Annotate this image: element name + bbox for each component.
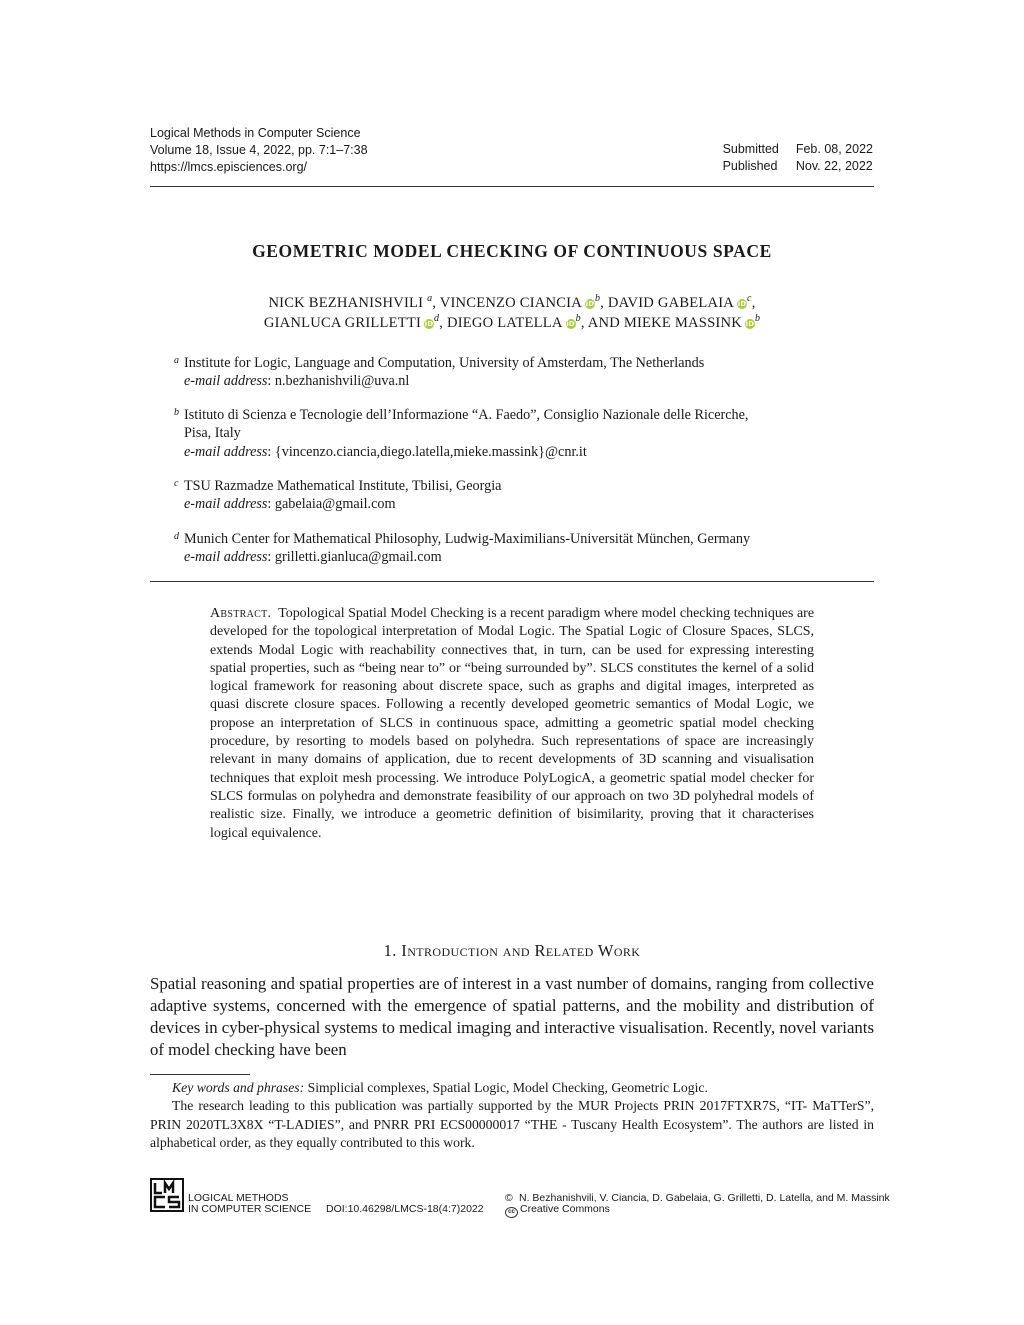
affiliation-line: Institute for Logic, Language and Computation, University of Amsterdam, The Netherlands (184, 355, 705, 371)
email-label: e-mail address (184, 549, 268, 566)
orcid-icon[interactable]: iD (566, 320, 575, 328)
doi[interactable]: DOI:10.46298/LMCS-18(4:7)2022 (326, 1203, 484, 1215)
journal-url[interactable]: https://lmcs.episciences.org/ (150, 160, 308, 174)
affiliation-line: Istituto di Scienza e Tecnologie dell’Informazione “A. Faedo”, Consiglio Nazionale delle Ricerche, (184, 407, 749, 423)
abstract-label: Abstract. (210, 606, 272, 621)
license-text[interactable]: Creative Commons (520, 1203, 610, 1215)
author-line-2 (150, 313, 874, 333)
copyright-block (505, 1193, 890, 1218)
author-name: DIEGO LATELLA (446, 315, 563, 331)
funding-note: The research leading to this publication was partially supported by the MUR Projects PRIN 2017FTXR7S, “IT- MaTTerS”, PRIN 2020TL3X8X “T-LADIES”, and PNRR PRI ECS00000017 “THE - Tuscany Health Ecosystem”. The authors are listed in alphabetical order, as they equally contributed to this work. (150, 1098, 874, 1150)
author-sep: , (600, 295, 608, 311)
logo-line-1: LOGICAL METHODS (188, 1192, 289, 1204)
section-heading: 1. Introduction and Related Work (383, 941, 641, 960)
author-affil-sup: b (594, 293, 601, 304)
affiliation-sup: d (174, 531, 179, 542)
affiliation-a (174, 354, 874, 391)
orcid-icon[interactable]: iD (424, 320, 434, 328)
affiliation-line: Munich Center for Mathematical Philosophy, Ludwig-Maximilians-Universität München, Germany (184, 531, 751, 547)
author-list (150, 293, 874, 333)
footnote-rule (150, 1074, 250, 1075)
author-sep: , (439, 315, 447, 331)
author-name: NICK BEZHANISHVILI (268, 295, 424, 311)
logo-line-2: IN COMPUTER SCIENCE (188, 1203, 312, 1215)
submitted-label: Submitted (722, 142, 779, 156)
author-name: GIANLUCA GRILLETTI (263, 315, 422, 331)
keywords-label: Key words and phrases: (172, 1080, 305, 1095)
email-address[interactable]: : grilletti.gianluca@gmail.com (267, 549, 442, 566)
author-affil-sup: a (427, 293, 433, 304)
affiliations-rule (150, 581, 874, 582)
journal-name: Logical Methods in Computer Science (150, 126, 361, 140)
affiliation-email (184, 443, 874, 461)
footnotes (150, 1079, 874, 1152)
affiliation-sup: c (174, 478, 179, 489)
author-affil-sup: b (575, 313, 581, 324)
affiliation-email (184, 548, 874, 566)
orcid-icon[interactable]: iD (745, 320, 755, 328)
keywords: Simplicial complexes, Spatial Logic, Model Checking, Geometric Logic. (304, 1080, 708, 1095)
published-label: Published (722, 159, 778, 173)
lmcs-logo-icon (150, 1178, 184, 1212)
intro-paragraph: Spatial reasoning and spatial properties are of interest in a vast number of domains, ranging from collective adaptive systems, concerned with the emergence of spatial patterns, and the mobility and distribution of devices in cyber-physical systems to medical imaging and interactive visualisation. Recently, novel variants of model checking have been (150, 974, 874, 1060)
journal-volume: Volume 18, Issue 4, 2022, pp. 7:1–7:38 (150, 143, 368, 157)
creative-commons-icon: cc (505, 1207, 518, 1218)
affiliation-b (174, 406, 874, 461)
copyright-holders: N. Bezhanishvili, V. Ciancia, D. Gabelaia, G. Grilletti, D. Latella, and M. Massink (519, 1192, 890, 1204)
published-date: Nov. 22, 2022 (795, 159, 873, 173)
author-affil-sup: d (434, 313, 440, 324)
affiliation-email (184, 495, 874, 513)
author-sep: , (432, 295, 440, 311)
license-line (505, 1204, 890, 1218)
email-label: e-mail address (184, 443, 268, 460)
section-body (150, 973, 874, 1061)
header-rule (150, 186, 874, 187)
author-sep: , AND (580, 315, 624, 331)
abstract-text: Topological Spatial Model Checking is a recent paradigm where model checking techniques are developed for the topological interpretation of Modal Logic. The Spatial Logic of Closure Spaces, SLCS, extends Modal Logic with reachability connectives that, in turn, can be used for expressing interesting spatial properties, such as “being near to” or “being surrounded by”. SLCS constitutes the kernel of a solid logical framework for reasoning about discrete space, such as graphs and digital images, interpreted as quasi discrete closure spaces. Following a recently developed geometric semantics of Modal Logic, we propose an interpretation of SLCS in continuous space, admitting a geometric spatial model checking procedure, by resorting to models based on polyhedra. Such representations of space are increasingly relevant in many domains of application, due to recent developments of 3D scanning and visualisation techniques that exploit mesh processing. We introduce PolyLogicA, a geometric spatial model checker for SLCS formulas on polyhedra and demonstrate feasibility of our approach on two 3D polyhedral models of realistic size. Finally, we introduce a geometric definition of bisimilarity, proving that it characterises logical equivalence. (210, 606, 814, 841)
submitted-date: Feb. 08, 2022 (795, 142, 873, 156)
orcid-icon[interactable]: iD (737, 300, 747, 308)
author-name: VINCENZO CIANCIA (439, 295, 582, 311)
author-sep: , (751, 295, 756, 311)
lmcs-name (188, 1193, 311, 1215)
email-address[interactable]: : gabelaia@gmail.com (267, 496, 396, 513)
author-affil-sup: b (754, 313, 761, 324)
affiliation-sup: b (174, 407, 179, 418)
affiliation-d (174, 530, 874, 567)
copyright-icon: © (505, 1192, 513, 1204)
journal-header (150, 125, 368, 176)
paper-title: GEOMETRIC MODEL CHECKING OF CONTINUOUS SPACE (252, 241, 772, 261)
affiliation-email (184, 372, 874, 390)
author-line-1 (150, 293, 874, 313)
orcid-icon[interactable]: iD (585, 300, 595, 308)
affiliation-c (174, 477, 874, 514)
dates-block (723, 141, 873, 175)
affiliation-line: Pisa, Italy (184, 425, 241, 442)
author-name: DAVID GABELAIA (607, 295, 735, 311)
email-address[interactable]: : {vincenzo.ciancia,diego.latella,mieke.massink}@cnr.it (267, 443, 587, 460)
email-address[interactable]: : n.bezhanishvili@uva.nl (267, 373, 410, 390)
author-name: MIEKE MASSINK (623, 315, 742, 331)
affiliation-sup: a (174, 355, 179, 366)
affiliation-line: TSU Razmadze Mathematical Institute, Tbilisi, Georgia (184, 478, 502, 494)
author-affil-sup: c (747, 293, 752, 304)
email-label: e-mail address (184, 496, 268, 513)
abstract (210, 605, 814, 843)
email-label: e-mail address (184, 373, 268, 390)
